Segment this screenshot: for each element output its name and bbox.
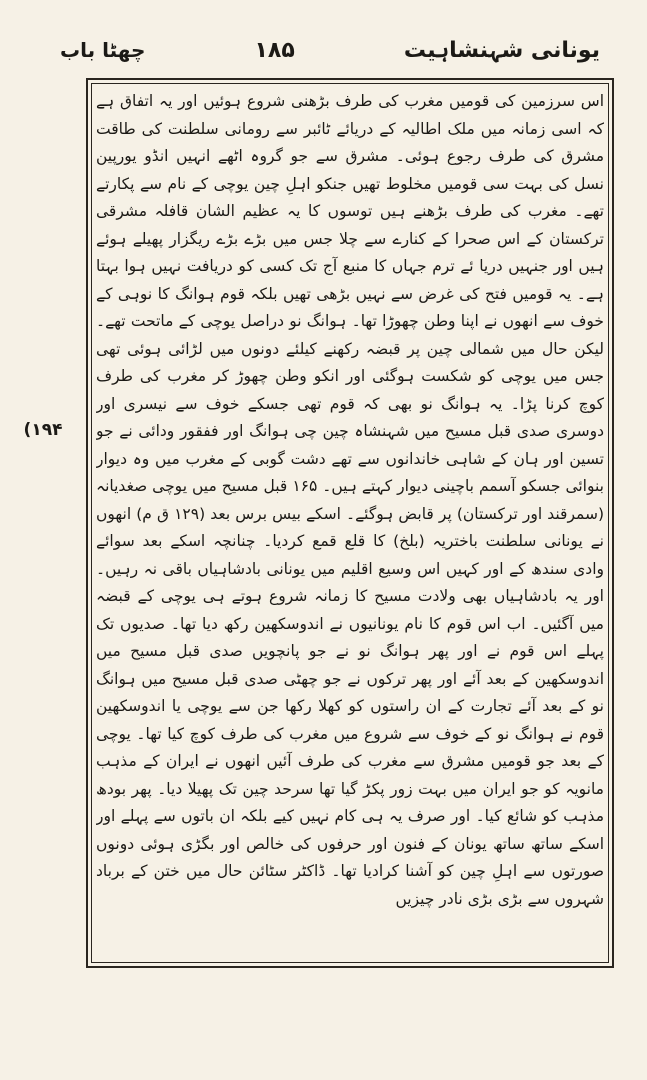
chapter-label: چھٹا باب	[60, 38, 146, 62]
paragraph: اس سرزمین کی قومیں مغرب کی طرف بڑھنی شروع ہوئیں اور یہ اتفاق ہے کہ اسی زمانہ میں ملک اطالیہ کے دریائے ٹائبر سے رومانی سلطنت کی طاقت مشرق کی طرف رجوع ہوئی۔ مشرق سے جو گروہ اٹھے انہیں انڈو یورپین نسل کی بہت سی قومیں مخلوط تھیں جنکو اہلِ چین یوچی کے نام سے پکارتے تھے۔ مغرب کی طرف بڑھنے ہیں توسوں کا یہ عظیم الشان قافلہ مشرقی ترکستان کے اس صحرا کے کنارے سے چلا جس میں بڑے بڑے ریگزار پھیلے ہوئے ہیں اور جنہیں دریا ئے ترم جہاں کا منبع آج تک کسی کو دریافت نہیں ہوا بہتا ہے۔ یہ قومیں فتح کی غرض سے نہیں بڑھی تھیں بلکہ قوم ہوانگ کا نوہی کے خوف سے انھوں نے اپنا وطن چھوڑا تھا۔ ہوانگ نو دراصل یوچی کے ماتحت تھے۔ لیکن حال میں شمالی چین پر قبضہ رکھنے کیلئے دونوں میں لڑائی ہوئی تھی جس میں یوچی کو شکست ہوگئی اور انکو وطن چھوڑ کر مغرب کی طرف کوچ کرنا پڑا۔ یہ ہوانگ نو بھی کہ قوم تھی جسکے خوف سے نیسری اور دوسری صدی قبل مسیح میں شہنشاہ چین چی ہوانگ اور ففقور ودائی نے جو تسین اور ہان کے شاہی خاندانوں سے تھے دشت گوبی کے مغرب میں وہ دیوار بنوائی جسکو آسمم باچینی دیوار کہتے ہیں۔ ۱۶۵ قبل مسیح میں یوچی صغدیانہ (سمرقند اور ترکستان) پر قابض ہوگئے۔ اسکے بیس برس بعد (۱۲۹ ق م) انھوں نے یونانی سلطنت باختریہ (بلخ) کا قلع قمع کردیا۔ چنانچہ اسکے بعد سوائے وادی سندھ کے اور کہیں اس وسیع اقلیم میں یونانی بادشاہیاں باقی نہ رہیں۔ اور یہ بادشاہیاں بھی ولادت مسیح کا زمانہ شروع ہوتے ہی یوچی کے قبضہ میں آگئیں۔ اب اس قوم کا نام یونانیوں نے اندوسکھین رکھ دیا تھا۔ صدیوں تک پہلے اس قوم نے اور پھر ہوانگ نو نے جو پانچویں صدی قبل مسیح میں اندوسکھین کے بعد آئے اور پھر ترکوں نے جو چھٹی صدی قبل مسیح میں ہوانگ نو کے بعد آئے تجارت کے ان راستوں کو کھلا رکھا جن سے یوچی یا اندوسکھین قوم نے ہوانگ نو کے خوف سے شروع میں مغرب کی طرف کوچ کیا تھا۔ یوچی کے بعد جو قومیں مشرق سے مغرب کی طرف آئیں انھوں نے ایران کے مذہب مانویہ کو جو ایران میں بہت زور پکڑ گیا تھا سرحد چین تک پھیلا دیا۔ پھر بودھ مذہب کو شائع کیا۔ اور صرف یہ ہی کام نہیں کیے بلکہ ان باتوں سے پہلے اور اسکے ساتھ ساتھ یونان کے فنون اور حرفوں کی خالص اور بگڑی ہوئی دونوں صورتوں سے اہلِ چین کو آشنا کرادیا تھا۔ ڈاکٹر سٹائن حال میں ختن کے برباد شہروں سے بڑی بڑی نادر چیزیں	[96, 92, 604, 908]
page-number: ۱۸۵	[254, 37, 295, 63]
body-text	[96, 88, 604, 956]
running-title: یونانی شہنشاہیت	[403, 37, 600, 63]
margin-page-reference: (۱۹۴	[23, 420, 63, 440]
page-header	[60, 30, 600, 70]
